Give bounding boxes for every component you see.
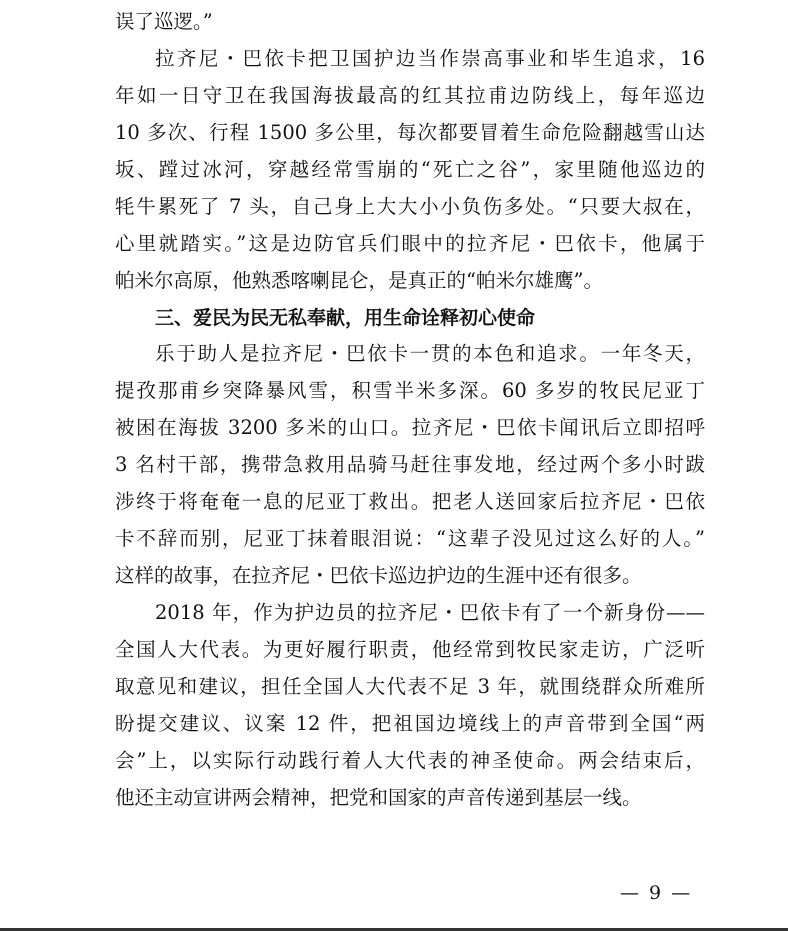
text-line: 盼提交建议、议案 12 件，把祖国边境线上的声音带到全国“两 <box>115 711 705 735</box>
text-line: 坂、蹚过冰河，穿越经常雪崩的“死亡之谷”，家里随他巡边的 <box>115 157 705 181</box>
text-line: 2018 年，作为护边员的拉齐尼・巴依卡有了一个新身份—— <box>155 601 705 624</box>
text-line: 3 名村干部，携带急救用品骑马赶往事发地，经过两个多小时跋 <box>115 453 705 477</box>
text-line: 被困在海拔 3200 多米的山口。拉齐尼・巴依卡闻讯后立即招呼 <box>115 416 705 440</box>
text-line: 拉齐尼・巴依卡把卫国护边当作崇高事业和毕生追求，16 <box>155 46 705 70</box>
text-line: 涉终于将奄奄一息的尼亚丁救出。把老人送回家后拉齐尼・巴依 <box>115 490 705 514</box>
text-line: 取意见和建议，担任全国人大代表不足 3 年，就围绕群众所难所 <box>115 674 705 698</box>
page-number: — 9 — <box>620 882 693 904</box>
section-heading: 三、爱民为民无私奉献，用生命诠释初心使命 <box>155 306 536 329</box>
text-line: 会”上，以实际行动践行着人大代表的神圣使命。两会结束后， <box>115 748 705 772</box>
text-line: 误了巡逻。” <box>115 10 213 33</box>
text-line: 乐于助人是拉齐尼・巴依卡一贯的本色和追求。一年冬天， <box>155 342 705 366</box>
paragraph <box>115 4 705 41</box>
text-line: 10 多次、行程 1500 多公里，每次都要冒着生命危险翻越雪山达 <box>115 120 705 144</box>
text-line: 卡不辞而别，尼亚丁抹着眼泪说：“这辈子没见过这么好的人。” <box>115 527 705 551</box>
text-line: 这样的故事，在拉齐尼・巴依卡巡边护边的生涯中还有很多。 <box>115 564 642 588</box>
text-line: 年如一日守卫在我国海拔最高的红其拉甫边防线上，每年巡边 <box>115 83 705 107</box>
text-line: 帕米尔高原，他熟悉喀喇昆仑，是真正的“帕米尔雄鹰”。 <box>115 268 603 292</box>
paragraph <box>115 41 705 300</box>
paragraph <box>115 336 705 595</box>
text-line: 牦牛累死了 7 头，自己身上大大小小负伤多处。“只要大叔在， <box>115 194 705 218</box>
text-line: 心里就踏实。”这是边防官兵们眼中的拉齐尼・巴依卡，他属于 <box>115 231 705 255</box>
document-body <box>115 4 705 817</box>
text-line: 他还主动宣讲两会精神，把党和国家的声音传递到基层一线。 <box>115 785 642 809</box>
text-line: 提孜那甫乡突降暴风雪，积雪半米多深。60 多岁的牧民尼亚丁 <box>115 379 705 403</box>
text-line: 全国人大代表。为更好履行职责，他经常到牧民家走访，广泛听 <box>115 637 705 661</box>
paragraph <box>115 595 705 817</box>
